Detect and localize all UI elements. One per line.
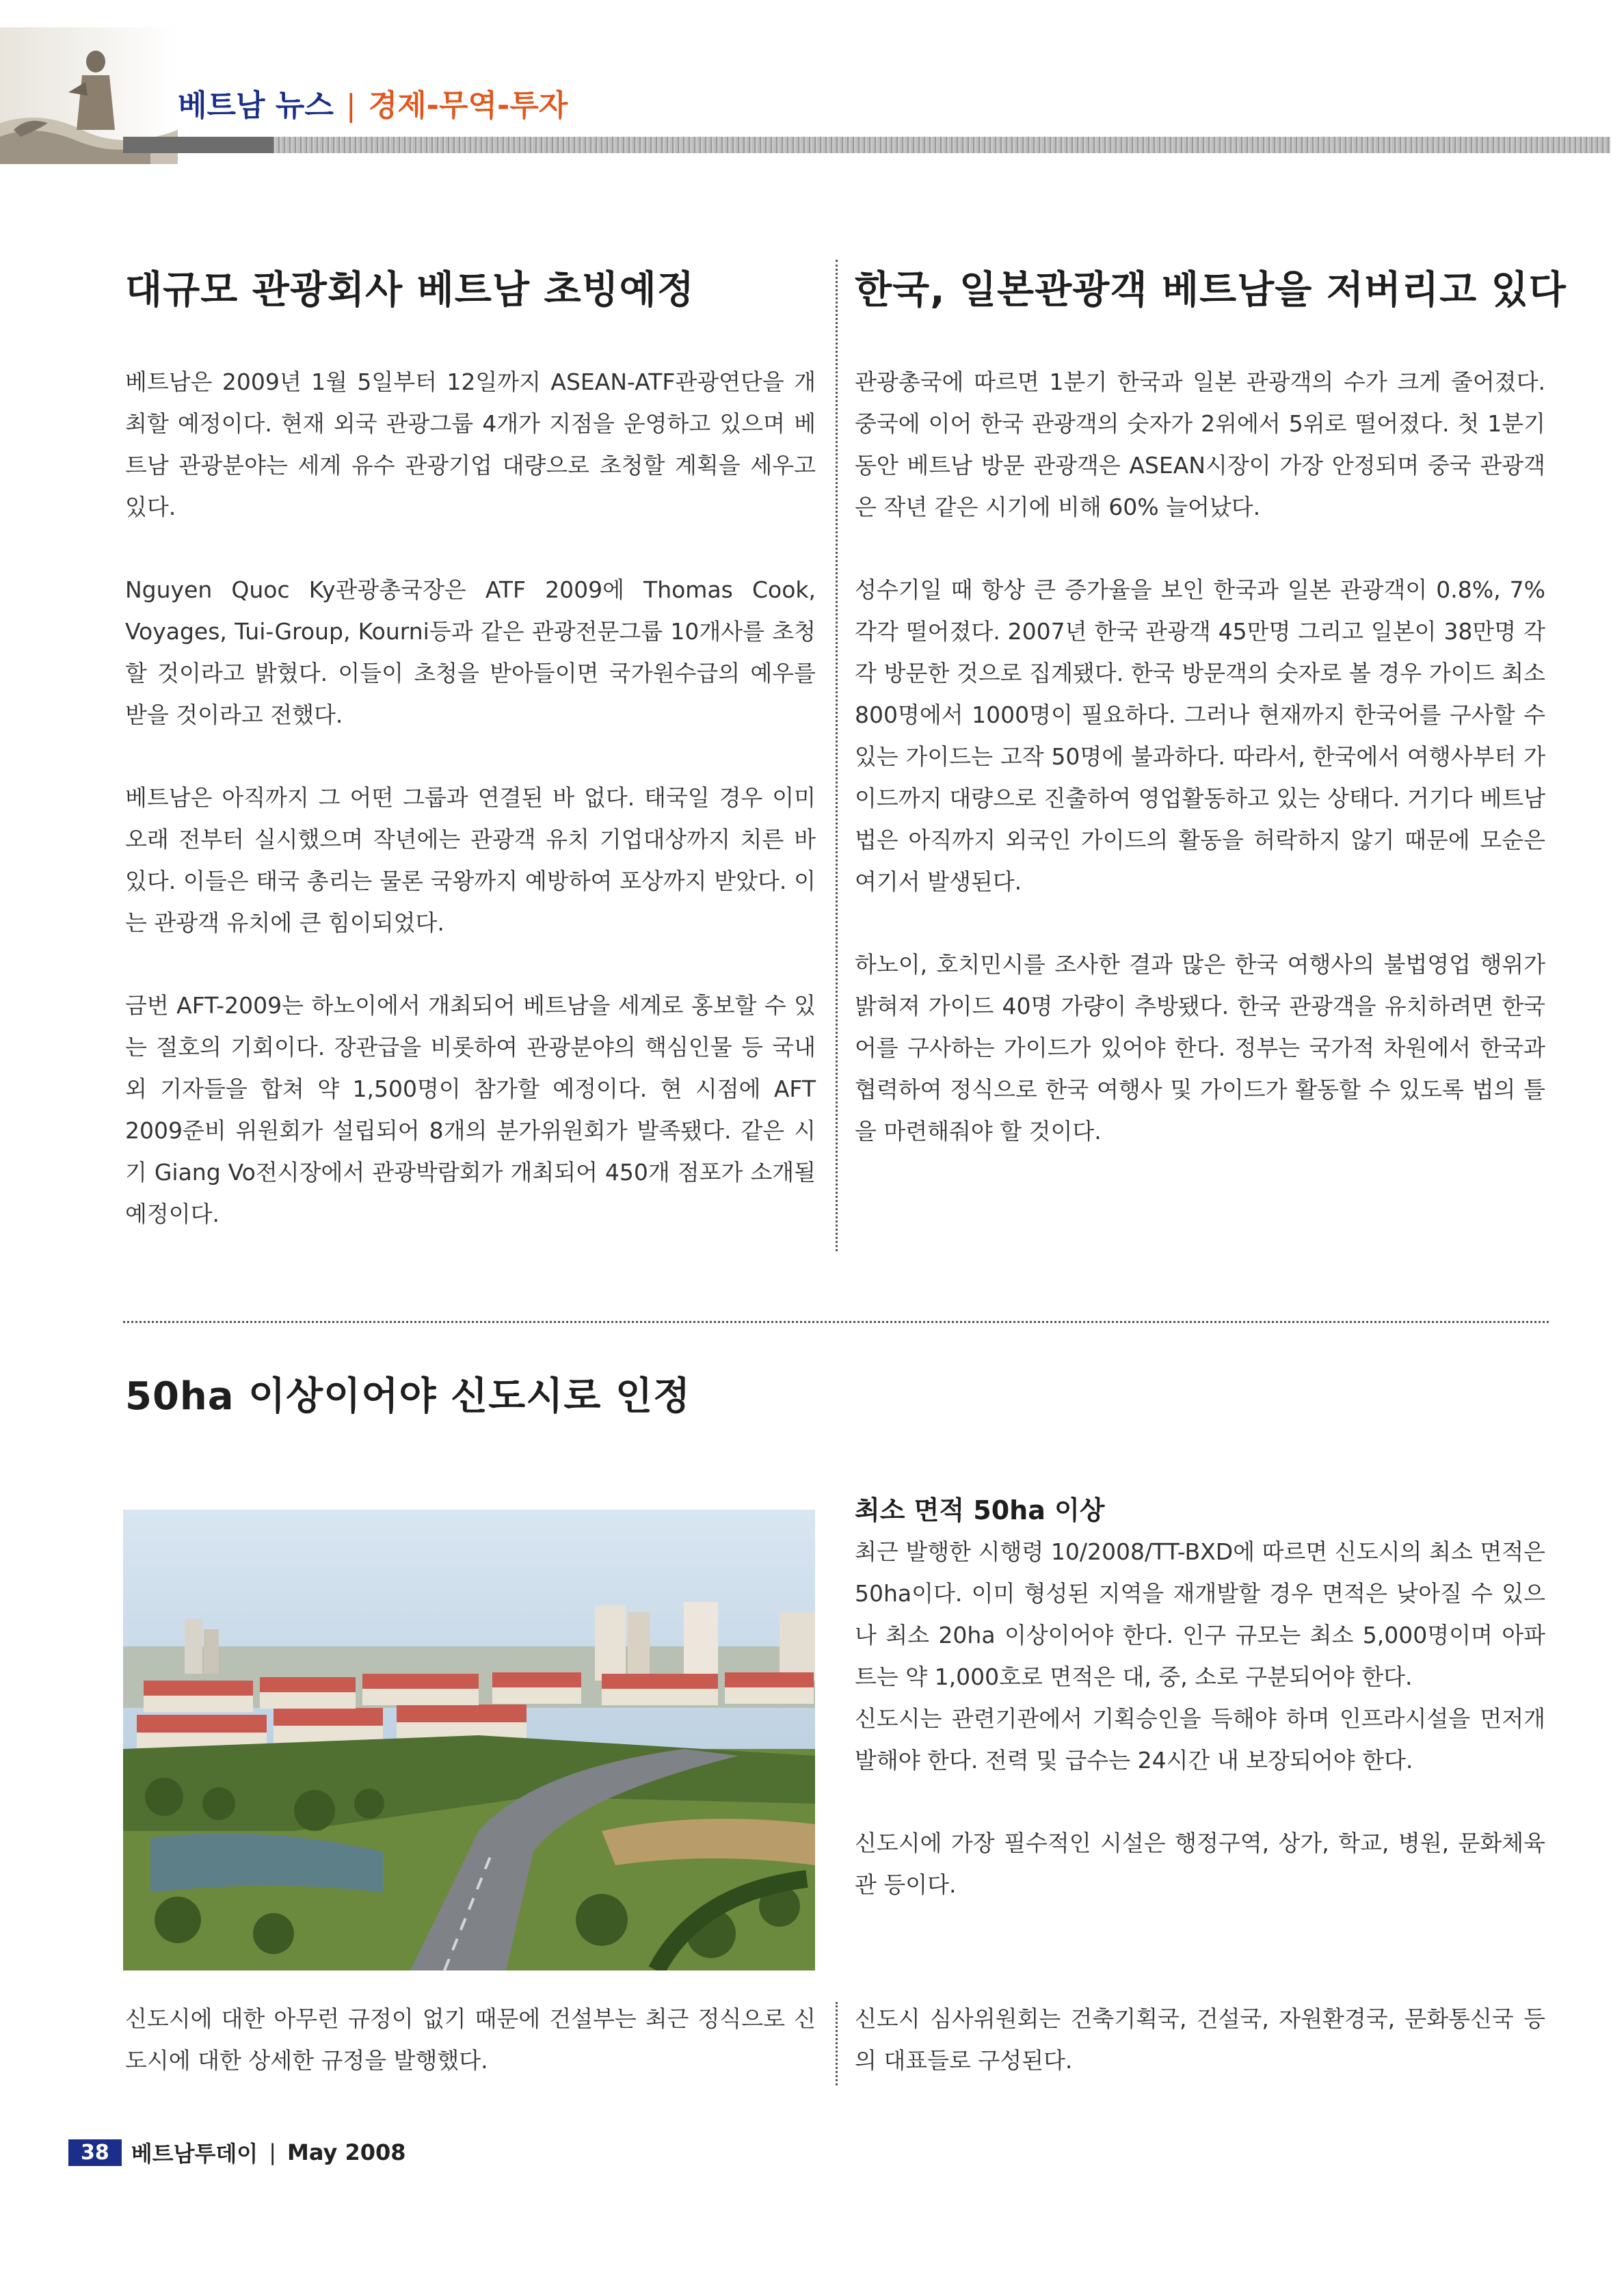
section-divider xyxy=(123,1321,1549,1323)
magazine-name: 베트남투데이 xyxy=(131,2141,258,2167)
article-new-city-right-bottom xyxy=(855,1998,1545,2081)
header-divider: | xyxy=(345,88,356,123)
paragraph: 하노이, 호치민시를 조사한 결과 많은 한국 여행사의 불법영업 행위가 밝혀져 가이드 40명 가량이 추방됐다. 한국 관광객을 유치하려면 한국어를 구사하는 가이드가 있어야 한다. 정부는 국가적 차원에서 한국과 협력하여 정식으로 한국 여행사 및 가이드가 활동할 수 있도록 법의 틀을 마련해줘야 할 것이다. xyxy=(855,951,1545,1145)
paragraph: 최근 발행한 시행령 10/2008/TT-BXD에 따르면 신도시의 최소 면적은 50ha이다. 이미 형성된 지역을 재개발할 경우 면적은 낮아질 수 있으나 최소 20ha 이상이어야 한다. 인구 규모는 최소 5,000명이며 아파트는 약 1,000호로 면적은 대, 중, 소로 구분되어야 한다. xyxy=(855,1538,1545,1690)
article-new-city-title-wrap xyxy=(125,1366,1082,1421)
article-new-city-left-bottom xyxy=(125,1998,816,2081)
article-title: 대규모 관광회사 베트남 초빙예정 xyxy=(125,268,695,312)
paragraph: 성수기일 때 항상 큰 증가율을 보인 한국과 일본 관광객이 0.8%, 7% 각각 떨어졌다. 2007년 한국 관광객 45만명 그리고 일본이 38만명 각각 방문한 것으로 집계됐다. 한국 방문객의 숫자로 볼 경우 가이드 최소 800명에서 1000명이 필요하다. 그러나 현재까지 한국어를 구사할 수 있는 가이드는 고작 50명에 불과하다. 따라서, 한국에서 여행사부터 가이드까지 대량으로 진출하여 영업활동하고 있는 상태다. 거기다 베트남 법은 아직까지 외국인 가이드의 활동을 허락하지 않기 때문에 모순은 여기서 발생된다. xyxy=(855,576,1545,895)
column-divider xyxy=(836,260,838,1251)
paragraph: 관광총국에 따르면 1분기 한국과 일본 관광객의 수가 크게 줄어졌다. 중국에 이어 한국 관광객의 숫자가 2위에서 5위로 떨어졌다. 첫 1분기 동안 베트남 방문 관광객은 ASEAN시장이 가장 안정되며 중국 관광객은 작년 같은 시기에 비해 60% 늘어났다. xyxy=(855,369,1545,520)
page-footer xyxy=(68,2137,406,2167)
column-divider xyxy=(836,2002,838,2085)
article-body xyxy=(855,1531,1545,1906)
paragraph: 베트남은 2009년 1월 5일부터 12일까지 ASEAN-ATF관광연단을 개최할 예정이다. 현재 외국 관광그룹 4개가 지점을 운영하고 있으며 베트남 관광분야는 세계 유수 관광기업 대량으로 초청할 계획을 세우고 있다. xyxy=(125,369,816,520)
header-category: 경제-무역-투자 xyxy=(368,88,568,123)
header-title xyxy=(178,81,568,124)
article-korea-japan-tourists xyxy=(855,260,1567,1152)
footer-divider: | xyxy=(269,2139,277,2165)
paragraph: 신도시 심사위원회는 건축기획국, 건설국, 자원환경국, 문화통신국 등의 대표들로 구성된다. xyxy=(855,2005,1545,2074)
paragraph: 신도시는 관련기관에서 기획승인을 득해야 하며 인프라시설을 먼저개발해야 한다. 전력 및 급수는 24시간 내 보장되어야 한다. xyxy=(855,1705,1545,1774)
page-number: 38 xyxy=(68,2139,122,2166)
paragraph: 베트남은 아직까지 그 어떤 그룹과 연결된 바 없다. 태국일 경우 이미 오래 전부터 실시했으며 작년에는 관광객 유치 기업대상까지 치른 바 있다. 이들은 태국 총리는 물론 국왕까지 예방하여 포상까지 받았다. 이는 관광객 유치에 큰 힘이되었다. xyxy=(125,784,816,936)
article-title: 한국, 일본관광객 베트남을 저버리고 있다 xyxy=(855,268,1567,312)
paragraph: 금번 AFT-2009는 하노이에서 개최되어 베트남을 세계로 홍보할 수 있는 절호의 기회이다. 장관급을 비롯하여 관광분야의 핵심인물 등 국내외 기자들을 합쳐 약 1,500명이 참가할 예정이다. 현 시점에 AFT 2009준비 위원회가 설립되어 8개의 분가위원회가 발족됐다. 같은 시기 Giang Vo전시장에서 관광박람회가 개최되어 450개 점포가 소개될 예정이다. xyxy=(125,992,816,1227)
paragraph: 신도시에 가장 필수적인 시설은 행정구역, 상가, 학교, 병원, 문화체육관 등이다. xyxy=(855,1830,1545,1898)
paragraph: 신도시에 대한 아무런 규정이 없기 때문에 건설부는 최근 정식으로 신도시에 대한 상세한 규정을 발행했다. xyxy=(125,2005,816,2074)
header-rule-accent xyxy=(123,137,274,153)
article-body xyxy=(855,361,1545,1152)
article-new-city-right-top xyxy=(855,1489,1545,1906)
article-tourism-invite xyxy=(125,260,816,1235)
article-subhead: 최소 면적 50ha 이상 xyxy=(855,1495,1105,1525)
header-section: 베트남 뉴스 xyxy=(178,88,334,123)
article-title: 50ha 이상이어야 신도시로 인정 xyxy=(125,1374,691,1419)
new-city-aerial-photo xyxy=(123,1510,815,1970)
issue-date: May 2008 xyxy=(287,2139,406,2165)
article-body xyxy=(125,361,816,1235)
header-rule xyxy=(123,137,1610,153)
paragraph: Nguyen Quoc Ky관광총국장은 ATF 2009에 Thomas Cook, Voyages, Tui-Group, Kourni등과 같은 관광전문그룹 10개사를 초청할 것이라고 밝혔다. 이들이 초청을 받아들이면 국가원수급의 예우를 받을 것이라고 전했다. xyxy=(125,576,816,728)
